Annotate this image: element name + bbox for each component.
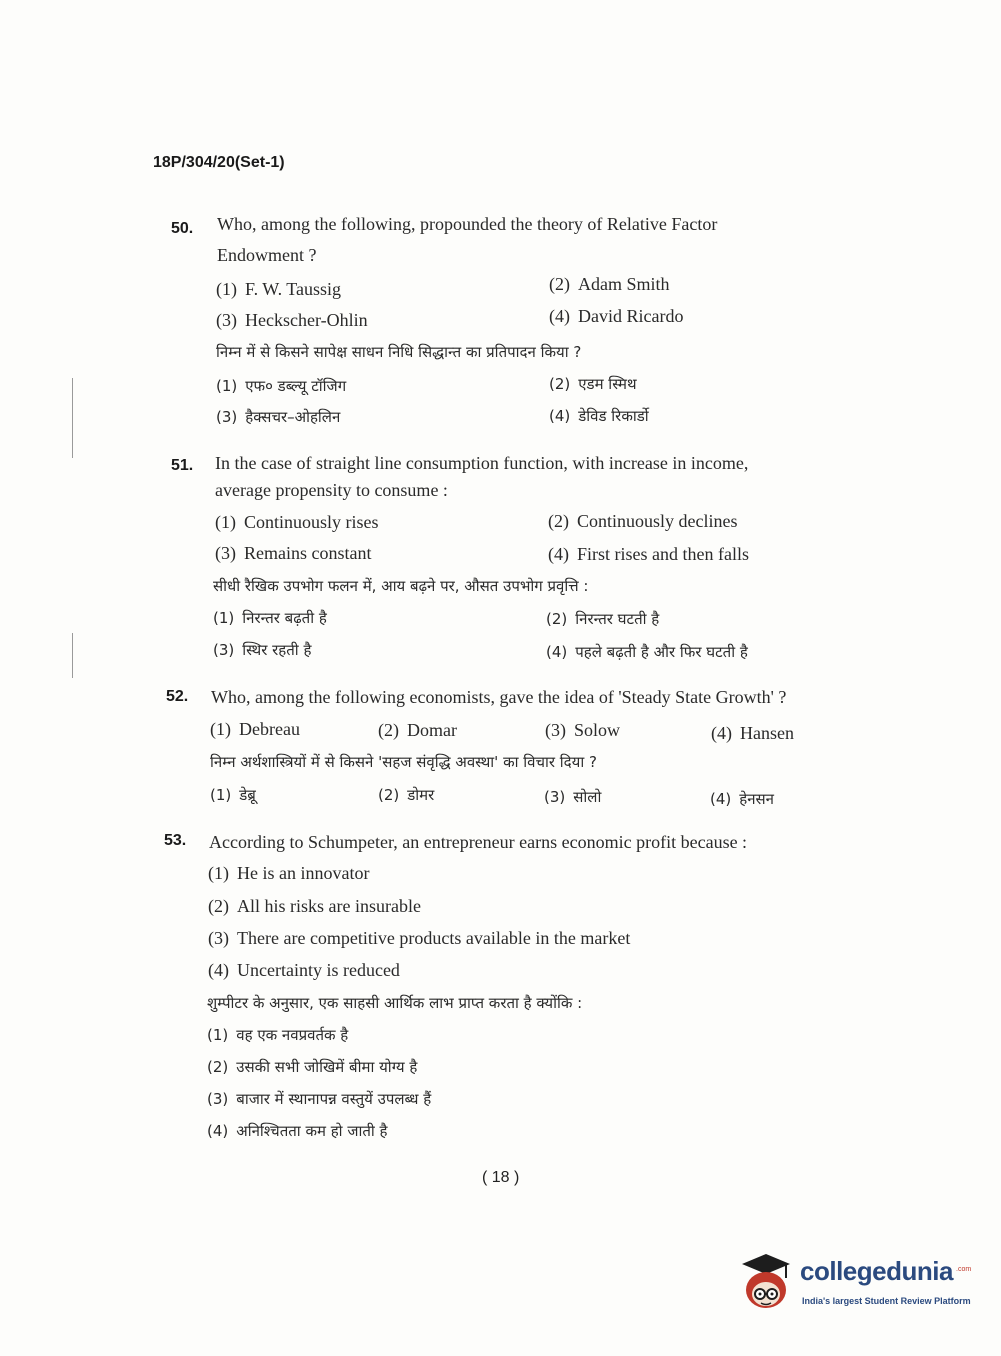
- option-en-1: (1) F. W. Taussig: [216, 279, 341, 299]
- page-number: ( 18 ): [482, 1169, 520, 1186]
- question-text-line: average propensity to consume :: [215, 480, 448, 500]
- question-text-line: Endowment ?: [217, 245, 317, 265]
- question-text-line: In the case of straight line consumption function, with increase in income,: [215, 453, 749, 473]
- brand-name: collegedunia: [800, 1256, 953, 1286]
- scan-margin-mark: [72, 378, 73, 458]
- option-hi-4: (4) हेनसन: [710, 790, 775, 808]
- option-hi-1: (1) वह एक नवप्रवर्तक है: [207, 1026, 349, 1044]
- option-en-4: (4) First rises and then falls: [548, 544, 749, 564]
- option-en-3: (3) Heckscher-Ohlin: [216, 310, 368, 330]
- mascot-logo-icon: [740, 1250, 800, 1312]
- option-en-2: (2) All his risks are insurable: [208, 896, 421, 916]
- option-en-2: (2) Adam Smith: [549, 274, 670, 294]
- option-en-4: (4) Uncertainty is reduced: [208, 960, 400, 980]
- brand-tagline: India's largest Student Review Platform: [802, 1296, 971, 1306]
- option-hi-1: (1) डेब्रू: [210, 786, 256, 804]
- option-hi-1: (1) एफ० डब्ल्यू टॉजिग: [216, 377, 347, 395]
- question-number: 51.: [171, 457, 194, 474]
- question-number: 52.: [166, 688, 189, 705]
- question-text-hindi: निम्न में से किसने सापेक्ष साधन निधि सिद्धान्त का प्रतिपादन किया ?: [216, 343, 582, 361]
- option-en-3: (3) Solow: [545, 720, 621, 740]
- question-text-hindi: सीधी रैखिक उपभोग फलन में, आय बढ़ने पर, औसत उपभोग प्रवृत्ति :: [213, 577, 589, 595]
- option-hi-2: (2) डोमर: [378, 786, 435, 804]
- question-text-hindi: शुम्पीटर के अनुसार, एक साहसी आर्थिक लाभ प्राप्त करता है क्योंकि :: [207, 994, 583, 1012]
- collegedunia-watermark: [740, 1250, 980, 1320]
- option-en-3: (3) There are competitive products available in the market: [208, 928, 631, 948]
- option-hi-3: (3) बाजार में स्थानापन्न वस्तुयें उपलब्ध हैं: [207, 1090, 432, 1108]
- option-hi-3: (3) सोलो: [544, 788, 602, 806]
- option-hi-1: (1) निरन्तर बढ़ती है: [213, 609, 327, 627]
- option-hi-2: (2) एडम स्मिथ: [549, 375, 637, 393]
- option-hi-4: (4) डेविड रिकार्डो: [549, 407, 649, 425]
- option-en-2: (2) Domar: [378, 720, 457, 740]
- scan-margin-mark: [72, 633, 73, 678]
- option-en-1: (1) Continuously rises: [215, 512, 379, 532]
- option-hi-3: (3) स्थिर रहती है: [213, 641, 312, 659]
- question-text-line: Who, among the following economists, gave the idea of 'Steady State Growth' ?: [211, 687, 787, 707]
- option-en-4: (4) Hansen: [711, 723, 794, 743]
- option-hi-4: (4) पहले बढ़ती है और फिर घटती है: [546, 643, 748, 661]
- brand-suffix: .com: [956, 1266, 972, 1273]
- question-number: 53.: [164, 832, 187, 849]
- option-en-1: (1) He is an innovator: [208, 863, 370, 883]
- question-text-line: According to Schumpeter, an entrepreneur earns economic profit because :: [209, 832, 748, 852]
- option-en-4: (4) David Ricardo: [549, 306, 684, 326]
- option-en-3: (3) Remains constant: [215, 543, 372, 563]
- question-text-line: Who, among the following, propounded the theory of Relative Factor: [217, 214, 718, 234]
- option-hi-2: (2) निरन्तर घटती है: [546, 610, 660, 628]
- option-hi-4: (4) अनिश्चितता कम हो जाती है: [207, 1122, 388, 1140]
- question-number: 50.: [171, 220, 194, 237]
- question-text-hindi: निम्न अर्थशास्त्रियों में से किसने 'सहज संवृद्धि अवस्था' का विचार दिया ?: [210, 753, 597, 771]
- paper-code: 18P/304/20(Set-1): [153, 154, 285, 171]
- option-en-1: (1) Debreau: [210, 719, 300, 739]
- option-hi-2: (2) उसकी सभी जोखिमें बीमा योग्य है: [207, 1058, 418, 1076]
- option-en-2: (2) Continuously declines: [548, 511, 738, 531]
- option-hi-3: (3) हैक्सचर–ओहलिन: [216, 408, 341, 426]
